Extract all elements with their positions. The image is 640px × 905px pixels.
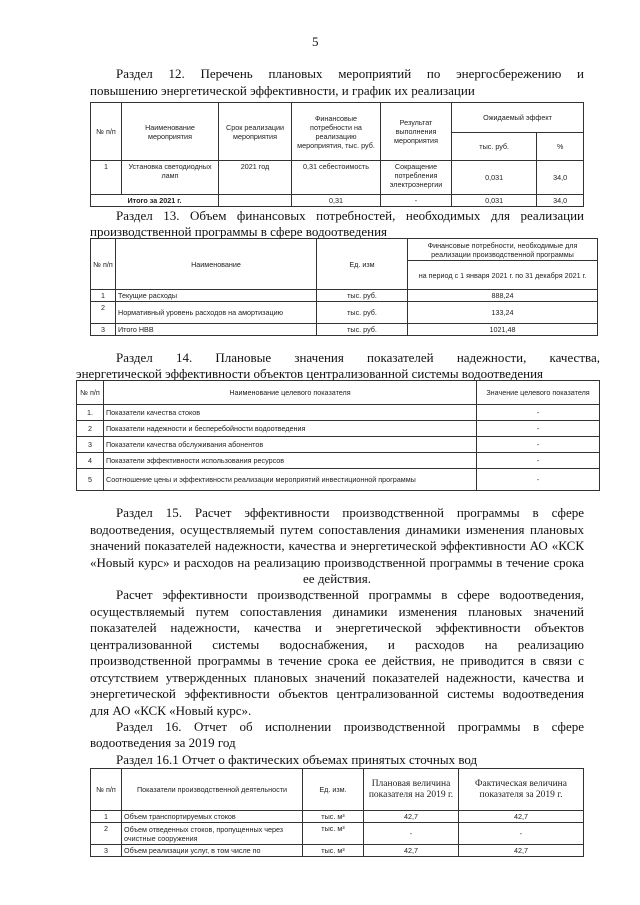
s13-row [91, 324, 598, 336]
s13-row-value: 1021,48 [408, 324, 598, 336]
section-12-title-line-1: Раздел 12. Перечень плановых мероприятий по энергосбережению и [116, 66, 584, 81]
s16-row-name: Объем транспортируемых стоков [122, 811, 303, 823]
s12-header-fin: Финансовые потребности на реализацию мероприятия, тыс. руб. [292, 103, 381, 161]
s13-row [91, 302, 598, 324]
s15-p2-line: централизованной системы водоснабжения, и расходов на реализацию [90, 636, 584, 652]
s13-row-num: 1 [91, 290, 116, 302]
s16-row-unit: тыс. м³ [303, 823, 364, 845]
section-12-table [90, 102, 584, 207]
s14-row-name: Показатели эффективности использования ресурсов [104, 453, 477, 469]
s15-p2-line: отсутствием утвержденных плановых значений показателей надежности, качества и [90, 669, 584, 685]
s13-header-unit: Ед. изм [317, 239, 408, 290]
section-16-title-line-2: водоотведения за 2019 год [90, 735, 236, 750]
section-15-paragraph-2 [90, 587, 584, 719]
s15-p1-line: Раздел 15. Расчет эффективности производственной программы в сфере [116, 505, 584, 520]
section-14-table [76, 380, 600, 491]
section-14-title [116, 350, 600, 367]
s16-row-num: 3 [91, 845, 122, 857]
s12-total-fin: 0,31 [292, 195, 381, 207]
section-13-title-line-2: производственной программы в сфере водоотведения [90, 224, 388, 239]
s16-row-num: 2 [91, 823, 122, 845]
section-12-title-line-2: повышению энергетической эффективности, и график их реализации [90, 83, 475, 98]
s14-row-name: Показатели надежности и бесперебойности водоотведения [104, 421, 477, 437]
s13-header-fin: Финансовые потребности, необходимые для реализации производственной программы [408, 239, 598, 261]
s13-row-unit: тыс. руб. [317, 324, 408, 336]
s14-row-name: Соотношение цены и эффективности реализации мероприятий инвестиционной программы [104, 469, 477, 491]
s12-total-label: Итого за 2021 г. [91, 195, 219, 207]
s15-p2-line: Расчет эффективности производственной программы в сфере водоотведения, [116, 587, 584, 602]
s12-header-num: № п/п [91, 103, 122, 161]
s13-row-name: Текущие расходы [116, 290, 317, 302]
s12-row-fin: 0,31 себестоимость [292, 161, 381, 195]
s14-header-num: № п/п [77, 381, 104, 405]
s16-header-fact: Фактическая величина показателя за 2019 г. [459, 769, 584, 811]
s14-row [77, 405, 600, 421]
s15-p2-line: производственной программы в течение срока ее действия, не приводится в связи с [90, 653, 584, 668]
s16-header-unit: Ед. изм. [303, 769, 364, 811]
section-14-title-line-1: Раздел 14. Плановые значения показателей надежности, качества, [116, 350, 600, 365]
s12-header-name: Наименование мероприятия [122, 103, 219, 161]
s16-row-fact: - [459, 823, 584, 845]
section-16-title-line-1: Раздел 16. Отчет об исполнении производственной программы в сфере [116, 719, 584, 734]
s13-row-value: 133,24 [408, 302, 598, 324]
s15-p1-line: «Новый курс» и расходов на реализацию производственной программы в течение срока [90, 554, 584, 570]
s16-row [91, 811, 584, 823]
s12-total-rub: 0,031 [452, 195, 537, 207]
section-16-title-2 [90, 735, 584, 752]
s12-row-rub: 0,031 [452, 161, 537, 195]
s16-header-plan: Плановая величина показателя на 2019 г. [364, 769, 459, 811]
section-13-title-line-1: Раздел 13. Объем финансовых потребностей, необходимых для реализации [116, 208, 584, 223]
section-16-table [90, 768, 584, 857]
s14-row-num: 3 [77, 437, 104, 453]
s16-row-unit: тыс. м³ [303, 811, 364, 823]
s16-header-num: № п/п [91, 769, 122, 811]
s16-row-plan: - [364, 823, 459, 845]
s14-row-value: - [477, 421, 600, 437]
s14-row-num: 1. [77, 405, 104, 421]
s15-p2-line: показателей надежности, качества и энергетической эффективности объектов [90, 620, 584, 635]
s16-row-fact: 42,7 [459, 845, 584, 857]
s16-header-name: Показатели производственной деятельности [122, 769, 303, 811]
section-12-title-2 [90, 83, 584, 100]
s14-row [77, 453, 600, 469]
section-12-title [116, 66, 584, 83]
s14-row-num: 2 [77, 421, 104, 437]
s12-row-term: 2021 год [219, 161, 292, 195]
s15-p2-line: для АО «КСК «Новый курс». [90, 702, 252, 718]
s12-total-result: - [381, 195, 452, 207]
s16-row-plan: 42,7 [364, 845, 459, 857]
s13-row-num: 3 [91, 324, 116, 336]
s12-row [91, 161, 584, 195]
s16-row [91, 845, 584, 857]
s13-header-num: № п/п [91, 239, 116, 290]
s15-p1-line: значений показателей надежности, качества и энергетической эффективности АО «КСК [90, 538, 584, 553]
s13-row-unit: тыс. руб. [317, 302, 408, 324]
s14-row-name: Показатели качества обслуживания абонентов [104, 437, 477, 453]
page-number: 5 [312, 34, 319, 49]
s16-row-fact: 42,7 [459, 811, 584, 823]
s14-row-value: - [477, 469, 600, 491]
s14-row-name: Показатели качества стоков [104, 405, 477, 421]
s13-header-name: Наименование [116, 239, 317, 290]
s14-row-value: - [477, 437, 600, 453]
s12-row-result: Сокращение потребления электроэнергии [381, 161, 452, 195]
s14-row-num: 5 [77, 469, 104, 491]
s13-row-name: Нормативный уровень расходов на амортизацию [116, 302, 317, 324]
s12-header-effect: Ожидаемый эффект [452, 103, 584, 133]
s16-row-name: Объем реализации услуг, в том числе по [122, 845, 303, 857]
s16-row [91, 823, 584, 845]
s14-row-num: 4 [77, 453, 104, 469]
s16-row-name: Объем отведенных стоков, пропущенных через очистные сооружения [122, 823, 303, 845]
s12-total-row [91, 195, 584, 207]
s13-row-unit: тыс. руб. [317, 290, 408, 302]
s12-header-effect-rub: тыс. руб. [452, 133, 537, 161]
s15-p1-line: ее действия. [303, 571, 371, 586]
s15-p1-line: водоотведения, осуществляемый путем сопоставления динамики изменения плановых [90, 521, 584, 537]
s16-row-plan: 42,7 [364, 811, 459, 823]
section-16-1-title [116, 752, 584, 769]
section-13-table [90, 238, 598, 336]
section-16-title [116, 719, 584, 736]
s12-row-num: 1 [91, 161, 122, 195]
s12-row-pct: 34,0 [537, 161, 584, 195]
s12-total-pct: 34,0 [537, 195, 584, 207]
s13-row-num: 2 [91, 302, 116, 324]
s12-header-term: Срок реализации мероприятия [219, 103, 292, 161]
s14-header-name: Наименование целевого показателя [104, 381, 477, 405]
s13-row-value: 888,24 [408, 290, 598, 302]
s12-total-term [219, 195, 292, 207]
s12-header-result: Результат выполнения мероприятия [381, 103, 452, 161]
s14-header-value: Значение целевого показателя [477, 381, 600, 405]
s16-row-unit: тыс. м³ [303, 845, 364, 857]
s15-p2-line: энергетической эффективности объектов централизованной системы водоотведения [90, 686, 584, 701]
section-14-title-line-2: энергетической эффективности объектов централизованной системы водоотведения [76, 366, 544, 381]
s14-row [77, 469, 600, 491]
section-13-title [116, 208, 584, 225]
s16-row-num: 1 [91, 811, 122, 823]
s13-row-name: Итого НВВ [116, 324, 317, 336]
s14-row [77, 421, 600, 437]
section-15-paragraph-1 [90, 505, 584, 588]
s14-row-value: - [477, 405, 600, 421]
s13-row [91, 290, 598, 302]
s15-p2-line: осуществляемый путем сопоставления динамики изменения плановых значений [90, 603, 584, 619]
s14-row-value: - [477, 453, 600, 469]
s13-header-period: на период с 1 января 2021 г. по 31 декабря 2021 г. [408, 261, 598, 290]
s12-header-effect-pct: % [537, 133, 584, 161]
s14-row [77, 437, 600, 453]
s12-row-name: Установка светодиодных ламп [122, 161, 219, 195]
section-16-1-title-line: Раздел 16.1 Отчет о фактических объемах принятых сточных вод [116, 752, 478, 767]
